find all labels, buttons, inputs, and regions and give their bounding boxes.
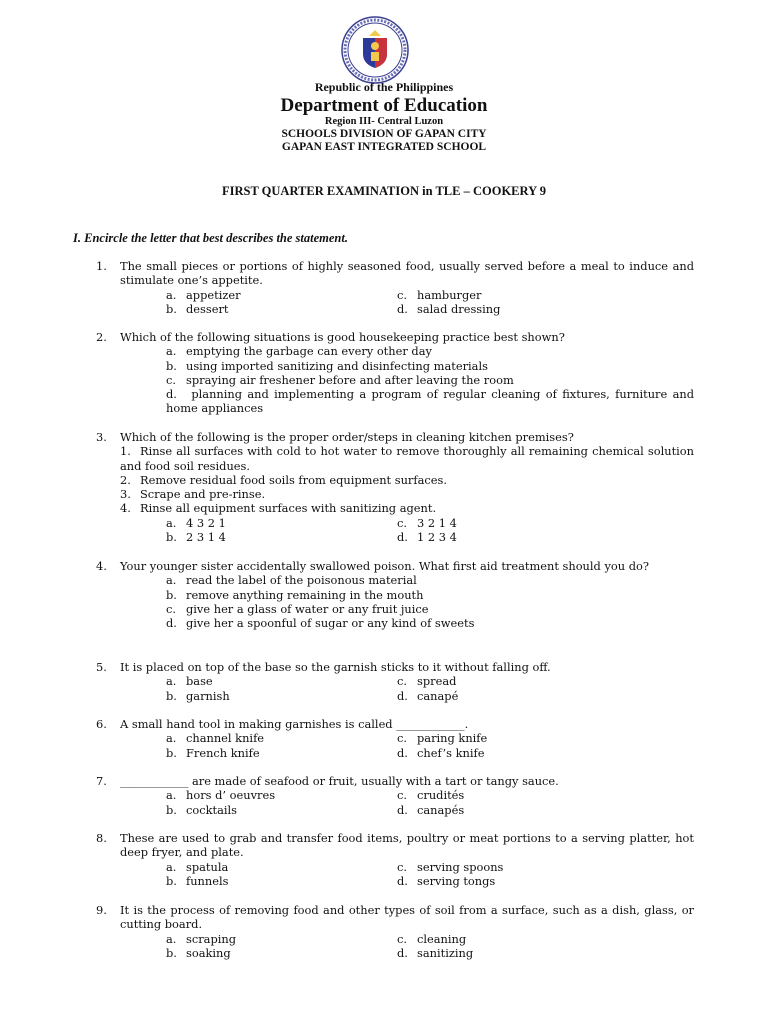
question-8 bbox=[96, 831, 694, 888]
question-number: 2. bbox=[96, 330, 107, 344]
option-d[interactable]: d. 1 2 3 4 bbox=[397, 530, 457, 545]
exam-title: FIRST QUARTER EXAMINATION in TLE – COOKERY 9 bbox=[221, 184, 547, 198]
question-number: 8. bbox=[96, 831, 107, 845]
step-item: 2. Remove residual food soils from equipment surfaces. bbox=[120, 472, 447, 487]
question-text: These are used to grab and transfer food items, poultry or meat portions to a serving platter, hot deep fryer, and plate. bbox=[120, 831, 694, 860]
option-d[interactable]: d. canapés bbox=[397, 802, 465, 817]
option-b[interactable]: b. garnish bbox=[166, 688, 230, 703]
question-number: 3. bbox=[96, 430, 107, 444]
step-item: 4. Rinse all equipment surfaces with sanitizing agent. bbox=[120, 501, 437, 516]
option-c[interactable]: c. give her a glass of water or any fruit juice bbox=[166, 601, 429, 616]
option-c[interactable]: c. crudités bbox=[397, 788, 465, 803]
header-school: GAPAN EAST INTEGRATED SCHOOL bbox=[281, 141, 487, 153]
step-item: 1. Rinse all surfaces with cold to hot water to remove thoroughly all remaining chemical solution and food soil residues. bbox=[120, 444, 694, 473]
question-text: A small hand tool in making garnishes is called ____________. bbox=[120, 717, 469, 731]
option-a[interactable]: a. 4 3 2 1 bbox=[166, 515, 226, 530]
question-number: 5. bbox=[96, 660, 107, 674]
header-department: Department of Education bbox=[280, 95, 488, 116]
option-a[interactable]: a. appetizer bbox=[166, 287, 241, 302]
option-b[interactable]: b. cocktails bbox=[166, 802, 238, 817]
option-b[interactable]: b. using imported sanitizing and disinfecting materials bbox=[166, 358, 488, 373]
header-republic: Republic of the Philippines bbox=[314, 80, 454, 94]
option-a[interactable]: a. scraping bbox=[166, 931, 237, 946]
option-d[interactable]: d. planning and implementing a program of regular cleaning of fixtures, furniture and home appliances bbox=[166, 387, 694, 416]
option-c[interactable]: c. paring knife bbox=[397, 731, 488, 746]
question-text: It is placed on top of the base so the garnish sticks to it without falling off. bbox=[120, 660, 551, 674]
option-a[interactable]: a. base bbox=[166, 674, 213, 689]
option-b[interactable]: b. soaking bbox=[166, 945, 231, 960]
option-d[interactable]: d. serving tongs bbox=[397, 873, 496, 888]
instruction: I. Encircle the letter that best describes the statement. bbox=[73, 231, 348, 245]
question-text: Your younger sister accidentally swallowed poison. What first aid treatment should you do? bbox=[120, 559, 649, 573]
question-5 bbox=[96, 660, 694, 703]
question-text: The small pieces or portions of highly seasoned food, usually served before a meal to induce and stimulate one’s appetite. bbox=[120, 259, 694, 288]
question-1 bbox=[96, 259, 694, 316]
question-number: 1. bbox=[96, 259, 107, 273]
question-number: 7. bbox=[96, 774, 107, 788]
question-3 bbox=[96, 430, 694, 544]
option-b[interactable]: b. French knife bbox=[166, 745, 260, 760]
option-a[interactable]: a. hors d’ oeuvres bbox=[166, 788, 276, 803]
option-d[interactable]: d. give her a spoonful of sugar or any kind of sweets bbox=[166, 616, 475, 631]
step-item: 3. Scrape and pre-rinse. bbox=[120, 487, 266, 502]
deped-seal-icon bbox=[341, 16, 409, 84]
question-number: 9. bbox=[96, 903, 107, 917]
option-a[interactable]: a. emptying the garbage can every other day bbox=[166, 344, 432, 359]
option-c[interactable]: c. cleaning bbox=[397, 931, 467, 946]
option-c[interactable]: c. spraying air freshener before and after leaving the room bbox=[166, 372, 514, 387]
question-4 bbox=[96, 559, 694, 630]
question-text: ____________ are made of seafood or fruit, usually with a tart or tangy sauce. bbox=[120, 774, 559, 788]
option-c[interactable]: c. hamburger bbox=[397, 287, 482, 302]
question-text: It is the process of removing food and other types of soil from a surface, such as a dish, glass, or cutting board. bbox=[120, 903, 694, 932]
question-text: Which of the following situations is good housekeeping practice best shown? bbox=[120, 330, 565, 344]
option-d[interactable]: d. canapé bbox=[397, 688, 459, 703]
question-7 bbox=[96, 774, 694, 817]
option-a[interactable]: a. read the label of the poisonous material bbox=[166, 573, 417, 588]
question-number: 4. bbox=[96, 559, 107, 573]
option-a[interactable]: a. channel knife bbox=[166, 731, 265, 746]
option-c[interactable]: c. spread bbox=[397, 674, 457, 689]
option-a[interactable]: a. spatula bbox=[166, 859, 229, 874]
option-c[interactable]: c. 3 2 1 4 bbox=[397, 515, 457, 530]
question-2 bbox=[96, 330, 694, 416]
option-b[interactable]: b. dessert bbox=[166, 301, 229, 316]
option-b[interactable]: b. remove anything remaining in the mouth bbox=[166, 587, 424, 602]
question-text: Which of the following is the proper order/steps in cleaning kitchen premises? bbox=[120, 430, 574, 444]
question-number: 6. bbox=[96, 717, 107, 731]
option-d[interactable]: d. salad dressing bbox=[397, 301, 501, 316]
option-b[interactable]: b. 2 3 1 4 bbox=[166, 530, 226, 545]
header-division: SCHOOLS DIVISION OF GAPAN CITY bbox=[281, 128, 487, 140]
step-list bbox=[120, 444, 694, 515]
header-region: Region III- Central Luzon bbox=[324, 116, 444, 127]
option-c[interactable]: c. serving spoons bbox=[397, 859, 504, 874]
option-d[interactable]: d. chef’s knife bbox=[397, 745, 485, 760]
option-d[interactable]: d. sanitizing bbox=[397, 945, 474, 960]
option-b[interactable]: b. funnels bbox=[166, 873, 229, 888]
question-6 bbox=[96, 717, 694, 760]
question-9 bbox=[96, 903, 694, 960]
